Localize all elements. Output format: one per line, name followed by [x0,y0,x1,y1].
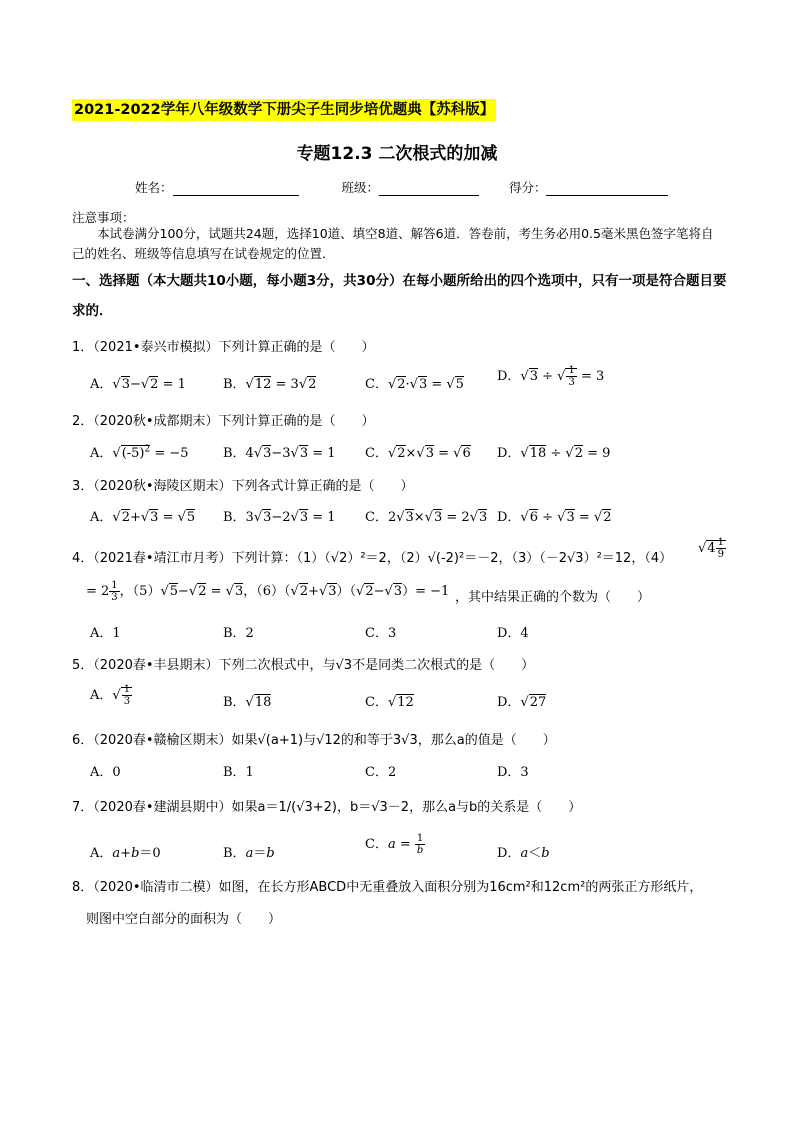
q3-option-d[interactable]: D．√6 ÷ √3 = √2 [497,510,612,525]
q4-option-b[interactable]: B．2 [223,626,254,641]
class-field[interactable] [379,181,479,196]
q1-option-d[interactable]: D．√3 ÷ √ $\frac{1}{3}$ = 3 [497,365,605,388]
q6-option-a[interactable]: A．0 [90,765,121,780]
question-4: 4．（2021春•靖江市月考）下列计算：（1）（√2）²＝2，（2）√(-2)²＝－2，（3）（－2√3）²＝12，（4） [72,551,673,566]
student-info-row [135,178,668,196]
question-6: 6．（2020春•赣榆区期末）如果√(a+1)与√12的和等于3√3，那么a的值是（ ） [72,733,556,748]
question-7: 7．（2020春•建湖县期中）如果a＝1/(√3+2)，b＝√3－2，那么a与b的关系是（ ） [72,800,582,815]
q3-option-b[interactable]: B．3√3−2√3 = 1 [223,510,336,525]
q7-option-c[interactable]: C．a = $\frac{1}{b}$ [365,833,424,856]
notice-text: 本试卷满分100分，试题共24题，选择10道、填空8道、解答6道．答卷前，考生务必用0.5毫米黑色签字笔将自己的姓名、班级等信息填写在试卷规定的位置． [72,226,714,261]
notice-heading: 注意事项： [72,210,135,225]
q4-item-4-radical: √4 $\frac{1}{9}$ [698,537,724,560]
q2-option-d[interactable]: D．√18 ÷ √2 = 9 [497,446,611,461]
question-8: 8．（2020•临清市二模）如图，在长方形ABCD中无重叠放入面积分别为16cm²和12cm²的两张正方形纸片， [72,880,703,895]
q5-option-b[interactable]: B．√18 [223,695,272,710]
question-2: 2．（2020秋•成都期末）下列计算正确的是（ ） [72,414,375,429]
q1-option-b[interactable]: B．√12 = 3√2 [223,377,317,392]
banner: 2021-2022学年八年级数学下册尖子生同步培优题典【苏科版】 [72,99,496,121]
q7-option-d[interactable]: D．a＜b [497,846,550,861]
q3-option-a[interactable]: A．√2+√3 = √5 [90,510,196,525]
question-5: 5．（2020春•丰县期末）下列二次根式中，与√3不是同类二次根式的是（ ） [72,658,535,673]
score-field[interactable] [546,181,668,196]
q5-option-a[interactable]: A．√ $\frac{1}{3}$ [90,684,131,707]
question-8-line2: 则图中空白部分的面积为（ ） [86,912,282,927]
q6-option-b[interactable]: B．1 [223,765,254,780]
q6-option-c[interactable]: C．2 [365,765,397,780]
q4-option-a[interactable]: A．1 [90,626,121,641]
q7-option-b[interactable]: B．a＝b [223,846,275,861]
q2-option-b[interactable]: B．4√3−3√3 = 1 [223,446,336,461]
q4-option-d[interactable]: D．4 [497,626,529,641]
q4-option-c[interactable]: C．3 [365,626,397,641]
q7-option-a[interactable]: A．a+b＝0 [90,846,161,861]
q5-option-d[interactable]: D．√27 [497,695,547,710]
q3-option-c[interactable]: C．2√3×√3 = 2√3 [365,510,488,525]
class-label: 班级： [341,180,379,195]
q1-option-a[interactable]: A．√3−√2 = 1 [90,377,186,392]
q4-line2-expressions: = 2 $\frac{1}{3}$ ，（5）√5−√2 = √3，（6）（√2+√3）（√2−√3）= −1 [86,580,450,603]
q2-option-a[interactable]: A．$√(-5)^2 = -5$ [90,444,189,461]
q1-option-c[interactable]: C．√2·√3 = √5 [365,377,464,392]
question-1: 1．（2021•泰兴市模拟）下列计算正确的是（ ） [72,340,375,355]
name-label: 姓名： [135,180,173,195]
score-label: 得分： [508,180,547,195]
q2-option-c[interactable]: C．√2×√3 = √6 [365,446,471,461]
q5-option-c[interactable]: C．√12 [365,695,414,710]
section-1-heading: 一、选择题（本大题共10小题，每小题3分，共30分）在每小题所给出的四个选项中，只有一项是符合题目要求的． [72,273,727,319]
page-title: 专题12.3 二次根式的加减 [296,144,498,164]
question-3: 3．（2020秋•海陵区期末）下列各式计算正确的是（ ） [72,479,414,494]
name-field[interactable] [173,181,299,196]
q4-line2-tail: ，其中结果正确的个数为（ ） [455,590,651,605]
q6-option-d[interactable]: D．3 [497,765,529,780]
